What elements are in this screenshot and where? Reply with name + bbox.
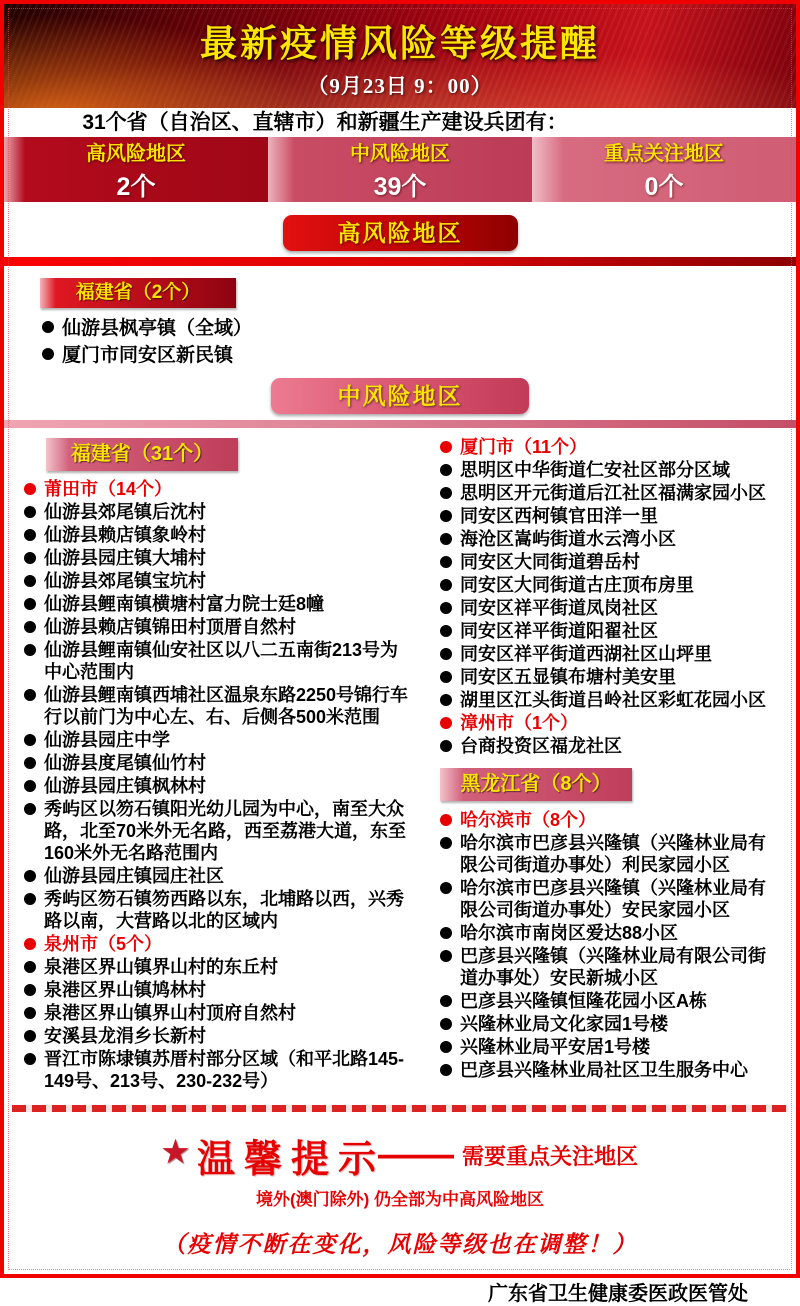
medium-risk-section xyxy=(4,428,796,1093)
bullet-icon xyxy=(440,740,452,752)
risk-area-item: 仙游县鲤南镇仙安社区以八二五南街213号为中心范围内 xyxy=(24,639,416,683)
bullet-icon xyxy=(440,602,452,614)
risk-area-item: 哈尔滨市南岗区爱达88小区 xyxy=(440,922,782,944)
heilongjiang-badge: 黑龙江省（8个） xyxy=(440,768,632,801)
bullet-icon xyxy=(440,882,452,894)
header-date: （9月23日 9：00） xyxy=(307,73,493,98)
bullet-icon xyxy=(440,995,452,1007)
risk-area-item: 仙游县赖店镇锦田村顶厝自然村 xyxy=(24,616,416,638)
bullet-icon xyxy=(440,625,452,637)
risk-area-item: 秀屿区以笏石镇阳光幼儿园为中心，南至大众路，北至70米外无名路，西至荔港大道，东至160米外无名路范围内 xyxy=(24,798,416,864)
high-risk-section xyxy=(4,278,796,372)
risk-area-item: 晋江市陈埭镇苏厝村部分区域（和平北路145-149号、213号、230-232号） xyxy=(24,1048,416,1092)
bullet-icon xyxy=(24,780,36,792)
bullet-icon xyxy=(440,648,452,660)
bullet-icon xyxy=(440,837,452,849)
risk-area-item: 泉港区界山镇界山村的东丘村 xyxy=(24,956,416,978)
high-risk-banner: 高风险地区 xyxy=(283,215,518,251)
bullet-icon xyxy=(24,598,36,610)
risk-area-item: 仙游县鲤南镇横塘村富力院士廷8幢 xyxy=(24,593,416,615)
bullet-icon xyxy=(440,694,452,706)
risk-area-item: 仙游县园庄中学 xyxy=(24,729,416,751)
summary-focus-count: 0个 xyxy=(644,172,684,201)
summary-medium-count: 39个 xyxy=(373,172,427,201)
risk-area-item: 厦门市（11个） xyxy=(440,436,782,458)
signature: 广东省卫生健康委医政医管处 xyxy=(488,1283,748,1305)
risk-area-item: 同安区祥平街道阳翟社区 xyxy=(440,620,782,642)
tip-row xyxy=(4,1128,796,1183)
risk-area-item: 巴彦县兴隆镇（兴隆林业局有限公司街道办事处）安民新城小区 xyxy=(440,945,782,989)
risk-area-item: 同安区五显镇布塘村美安里 xyxy=(440,666,782,688)
summary-medium-label: 中风险地区 xyxy=(350,142,450,165)
star-icon: ★ xyxy=(162,1135,189,1169)
bullet-icon xyxy=(24,575,36,587)
summary-high-risk xyxy=(4,137,268,202)
bullet-icon xyxy=(24,938,36,950)
risk-area-item: 兴隆林业局平安居1号楼 xyxy=(440,1036,782,1058)
fujian-medium-badge: 福建省（31个） xyxy=(46,438,238,471)
bullet-icon xyxy=(24,644,36,656)
bullet-icon xyxy=(440,717,452,729)
header-banner xyxy=(4,4,796,108)
fujian-high-badge: 福建省（2个） xyxy=(40,278,236,308)
bullet-icon xyxy=(24,621,36,633)
risk-area-item: 同安区大同街道碧岳村 xyxy=(440,551,782,573)
risk-area-item: 巴彦县兴隆镇恒隆花园小区A栋 xyxy=(440,990,782,1012)
risk-area-item: 仙游县园庄镇枫林村 xyxy=(24,775,416,797)
bullet-icon xyxy=(440,950,452,962)
risk-area-item: 仙游县郊尾镇宝坑村 xyxy=(24,570,416,592)
fujian-medium-list-continued xyxy=(440,436,782,757)
intro-line: 31个省（自治区、直辖市）和新疆生产建设兵团有： xyxy=(4,108,796,137)
fujian-medium-list xyxy=(24,478,416,1092)
tip-dash: —— xyxy=(377,1134,454,1176)
risk-area-item: 秀屿区笏石镇笏西路以东，北埔路以西，兴秀路以南，大营路以北的区域内 xyxy=(24,888,416,932)
bullet-icon xyxy=(24,1007,36,1019)
footer-tip-section xyxy=(4,1112,796,1306)
bullet-icon xyxy=(24,870,36,882)
bullet-icon xyxy=(440,1064,452,1076)
divider-bar-red xyxy=(4,257,796,266)
summary-focus-label: 重点关注地区 xyxy=(604,142,724,165)
bullet-icon xyxy=(440,533,452,545)
bullet-icon xyxy=(440,1041,452,1053)
risk-area-item: 泉州市（5个） xyxy=(24,933,416,955)
bullet-icon xyxy=(440,441,452,453)
bullet-icon xyxy=(24,506,36,518)
risk-area-item: 仙游县度尾镇仙竹村 xyxy=(24,752,416,774)
bullet-icon xyxy=(440,464,452,476)
risk-area-item: 兴隆林业局文化家园1号楼 xyxy=(440,1013,782,1035)
risk-area-item: 思明区中华街道仁安社区部分区域 xyxy=(440,459,782,481)
tip-warning: （疫情不断在变化，风险等级也在调整！） xyxy=(162,1232,638,1257)
bullet-icon xyxy=(440,1018,452,1030)
risk-area-item: 漳州市（1个） xyxy=(440,712,782,734)
risk-area-item: 巴彦县兴隆林业局社区卫生服务中心 xyxy=(440,1059,782,1081)
medium-risk-right-column xyxy=(440,436,782,1093)
bullet-icon xyxy=(24,803,36,815)
summary-bar xyxy=(4,137,796,202)
bullet-icon xyxy=(440,556,452,568)
risk-area-item: 哈尔滨市巴彦县兴隆镇（兴隆林业局有限公司街道办事处）安民家园小区 xyxy=(440,877,782,921)
risk-area-item: 泉港区界山镇界山村顶府自然村 xyxy=(24,1002,416,1024)
heilongjiang-list xyxy=(440,809,782,1081)
bullet-icon xyxy=(42,321,54,333)
bullet-icon xyxy=(440,579,452,591)
bullet-icon xyxy=(24,734,36,746)
bullet-icon xyxy=(24,483,36,495)
bullet-icon xyxy=(440,927,452,939)
risk-area-item: 仙游县赖店镇象岭村 xyxy=(24,524,416,546)
summary-focus xyxy=(532,137,796,202)
risk-area-item: 思明区开元街道后江社区福满家园小区 xyxy=(440,482,782,504)
bullet-icon xyxy=(24,1053,36,1065)
risk-area-item: 同安区祥平街道凤岗社区 xyxy=(440,597,782,619)
tip-note: 境外(澳门除外) 仍全部为中高风险地区 xyxy=(255,1190,545,1209)
bullet-icon xyxy=(24,961,36,973)
bullet-icon xyxy=(24,757,36,769)
tip-focus-label: 需要重点关注地区 xyxy=(461,1144,638,1169)
risk-area-item: 仙游县园庄镇园庄社区 xyxy=(24,865,416,887)
bullet-icon xyxy=(24,1030,36,1042)
page-title: 最新疫情风险等级提醒 xyxy=(200,23,600,65)
risk-area-item: 仙游县园庄镇大埔村 xyxy=(24,547,416,569)
tip-title: 温馨提示 xyxy=(196,1139,385,1181)
risk-area-item: 台商投资区福龙社区 xyxy=(440,735,782,757)
summary-high-count: 2个 xyxy=(116,172,156,201)
summary-high-label: 高风险地区 xyxy=(86,142,186,165)
risk-area-item: 泉港区界山镇鸠林村 xyxy=(24,979,416,1001)
risk-area-item: 厦门市同安区新民镇 xyxy=(42,343,796,369)
bullet-icon xyxy=(440,671,452,683)
risk-area-item: 仙游县郊尾镇后沈村 xyxy=(24,501,416,523)
dashed-divider xyxy=(12,1105,788,1112)
risk-area-item: 哈尔滨市巴彦县兴隆镇（兴隆林业局有限公司街道办事处）利民家园小区 xyxy=(440,832,782,876)
risk-area-item: 仙游县鲤南镇西埔社区温泉东路2250号锦行车行以前门为中心左、右、后侧各500米范围 xyxy=(24,684,416,728)
medium-risk-left-column xyxy=(24,436,416,1093)
risk-area-item: 同安区大同街道古庄顶布房里 xyxy=(440,574,782,596)
risk-area-item: 同安区祥平街道西湖社区山坪里 xyxy=(440,643,782,665)
bullet-icon xyxy=(24,552,36,564)
bullet-icon xyxy=(440,814,452,826)
risk-area-item: 海沧区嵩屿街道水云湾小区 xyxy=(440,528,782,550)
bullet-icon xyxy=(440,510,452,522)
high-risk-list xyxy=(4,316,796,372)
risk-area-item: 哈尔滨市（8个） xyxy=(440,809,782,831)
risk-area-item: 同安区西柯镇官田洋一里 xyxy=(440,505,782,527)
bullet-icon xyxy=(440,487,452,499)
bullet-icon xyxy=(24,689,36,701)
bullet-icon xyxy=(24,529,36,541)
bullet-icon xyxy=(42,348,54,360)
medium-risk-banner: 中风险地区 xyxy=(271,378,529,414)
risk-area-item: 仙游县枫亭镇（全域） xyxy=(42,316,796,342)
summary-medium-risk xyxy=(268,137,532,202)
risk-area-item: 莆田市（14个） xyxy=(24,478,416,500)
bullet-icon xyxy=(24,984,36,996)
divider-bar-rose xyxy=(4,420,796,428)
risk-area-item: 安溪县龙涓乡长新村 xyxy=(24,1025,416,1047)
risk-area-item: 湖里区江头街道吕岭社区彩虹花园小区 xyxy=(440,689,782,711)
bullet-icon xyxy=(24,893,36,905)
